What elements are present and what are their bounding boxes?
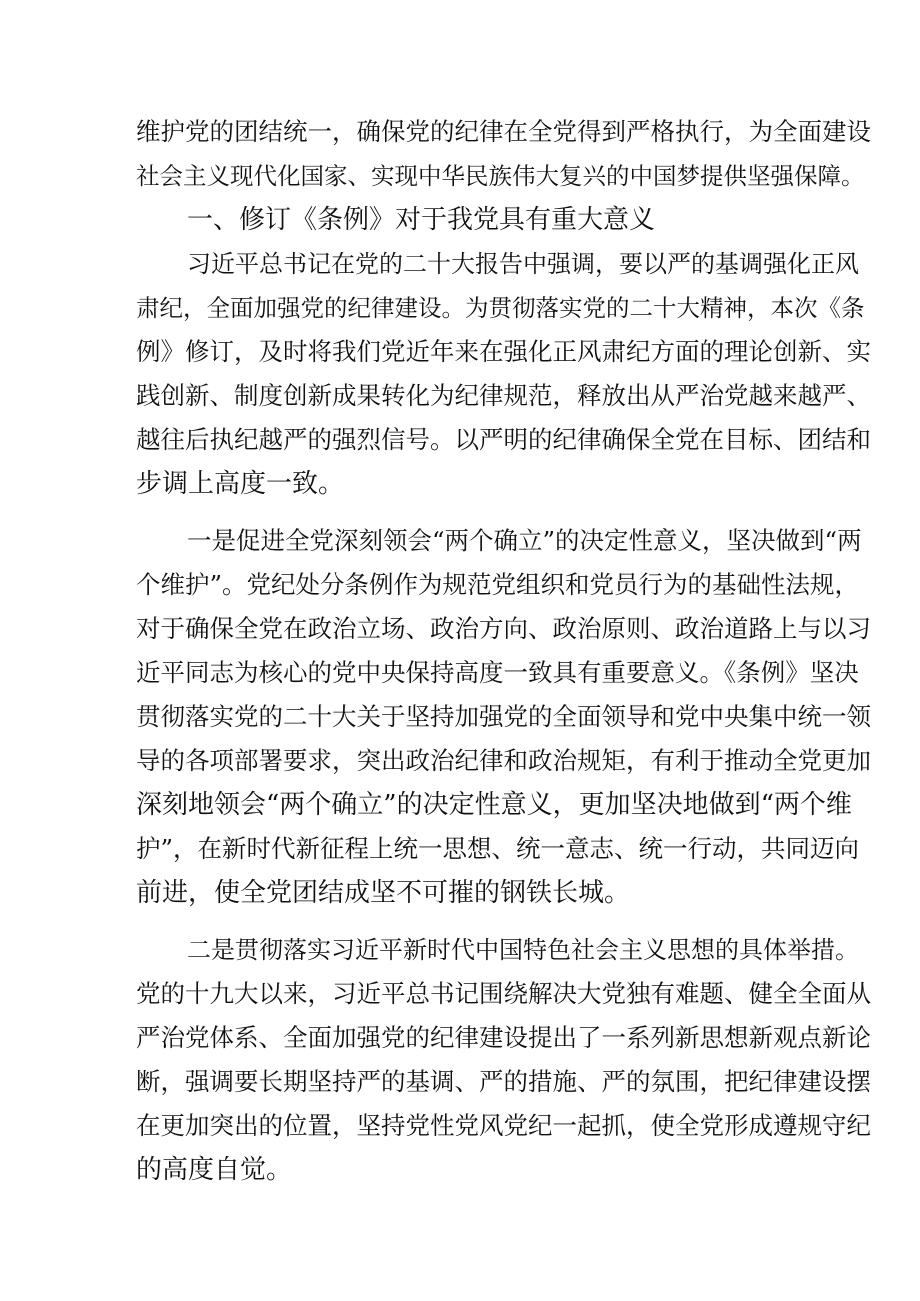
text-line: 越往后执纪越严的强烈信号。以严明的纪律确保全党在目标、团结和 <box>136 425 871 454</box>
text-line: 践创新、制度创新成果转化为纪律规范，释放出从严治党越来越严、 <box>136 381 871 410</box>
section-heading: 一、修订《条例》对于我党具有重大意义 <box>187 205 656 235</box>
text-line: 断，强调要长期坚持严的基调、严的措施、严的氛围，把纪律建设摆 <box>136 1067 871 1096</box>
text-line: 在更加突出的位置，坚持党性党风党纪一起抓，使全党形成遵规守纪 <box>136 1111 871 1140</box>
text-line: 前进，使全党团结成坚不可摧的钢铁长城。 <box>136 878 631 908</box>
text-line: 个维护”。党纪处分条例作为规范党组织和党员行为的基础性法规， <box>136 570 860 599</box>
text-line: 护”，在新时代新征程上统一思想、统一意志、统一行动，共同迈向 <box>136 834 860 863</box>
text-line: 维护党的团结统一，确保党的纪律在全党得到严格执行，为全面建设 <box>136 117 871 146</box>
text-line: 深刻地领会“两个确立”的决定性意义，更加坚决地做到“两个维 <box>136 790 852 820</box>
text-line: 贯彻落实党的二十大关于坚持加强党的全面领导和党中央集中统一领 <box>136 702 871 731</box>
text-line: 的高度自觉。 <box>136 1155 293 1185</box>
text-line: 肃纪，全面加强党的纪律建设。为贯彻落实党的二十大精神，本次《条 <box>136 294 865 322</box>
text-line: 二是贯彻落实习近平新时代中国特色社会主义思想的具体举措。 <box>187 936 859 964</box>
text-line: 例》修订，及时将我们党近年来在强化正风肃纪方面的理论创新、实 <box>136 337 871 366</box>
text-line: 一是促进全党深刻领会“两个确立”的决定性意义，坚决做到“两 <box>187 526 862 555</box>
text-line: 社会主义现代化国家、实现中华民族伟大复兴的中国梦提供坚强保障。 <box>136 162 865 190</box>
text-line: 对于确保全党在政治立场、政治方向、政治原则、政治道路上与以习 <box>136 614 871 643</box>
text-line: 习近平总书记在党的二十大报告中强调，要以严的基调强化正风 <box>187 250 859 278</box>
text-line: 导的各项部署要求，突出政治纪律和政治规矩，有利于推动全党更加 <box>136 746 871 775</box>
text-line: 近平同志为核心的党中央保持高度一致具有重要意义。《条例》坚决 <box>136 658 859 687</box>
text-line: 步调上高度一致。 <box>136 469 345 499</box>
text-line: 严治党体系、全面加强党的纪律建设提出了一系列新思想新观点新论 <box>136 1023 871 1052</box>
text-line: 党的十九大以来，习近平总书记围绕解决大党独有难题、健全全面从 <box>136 979 871 1008</box>
